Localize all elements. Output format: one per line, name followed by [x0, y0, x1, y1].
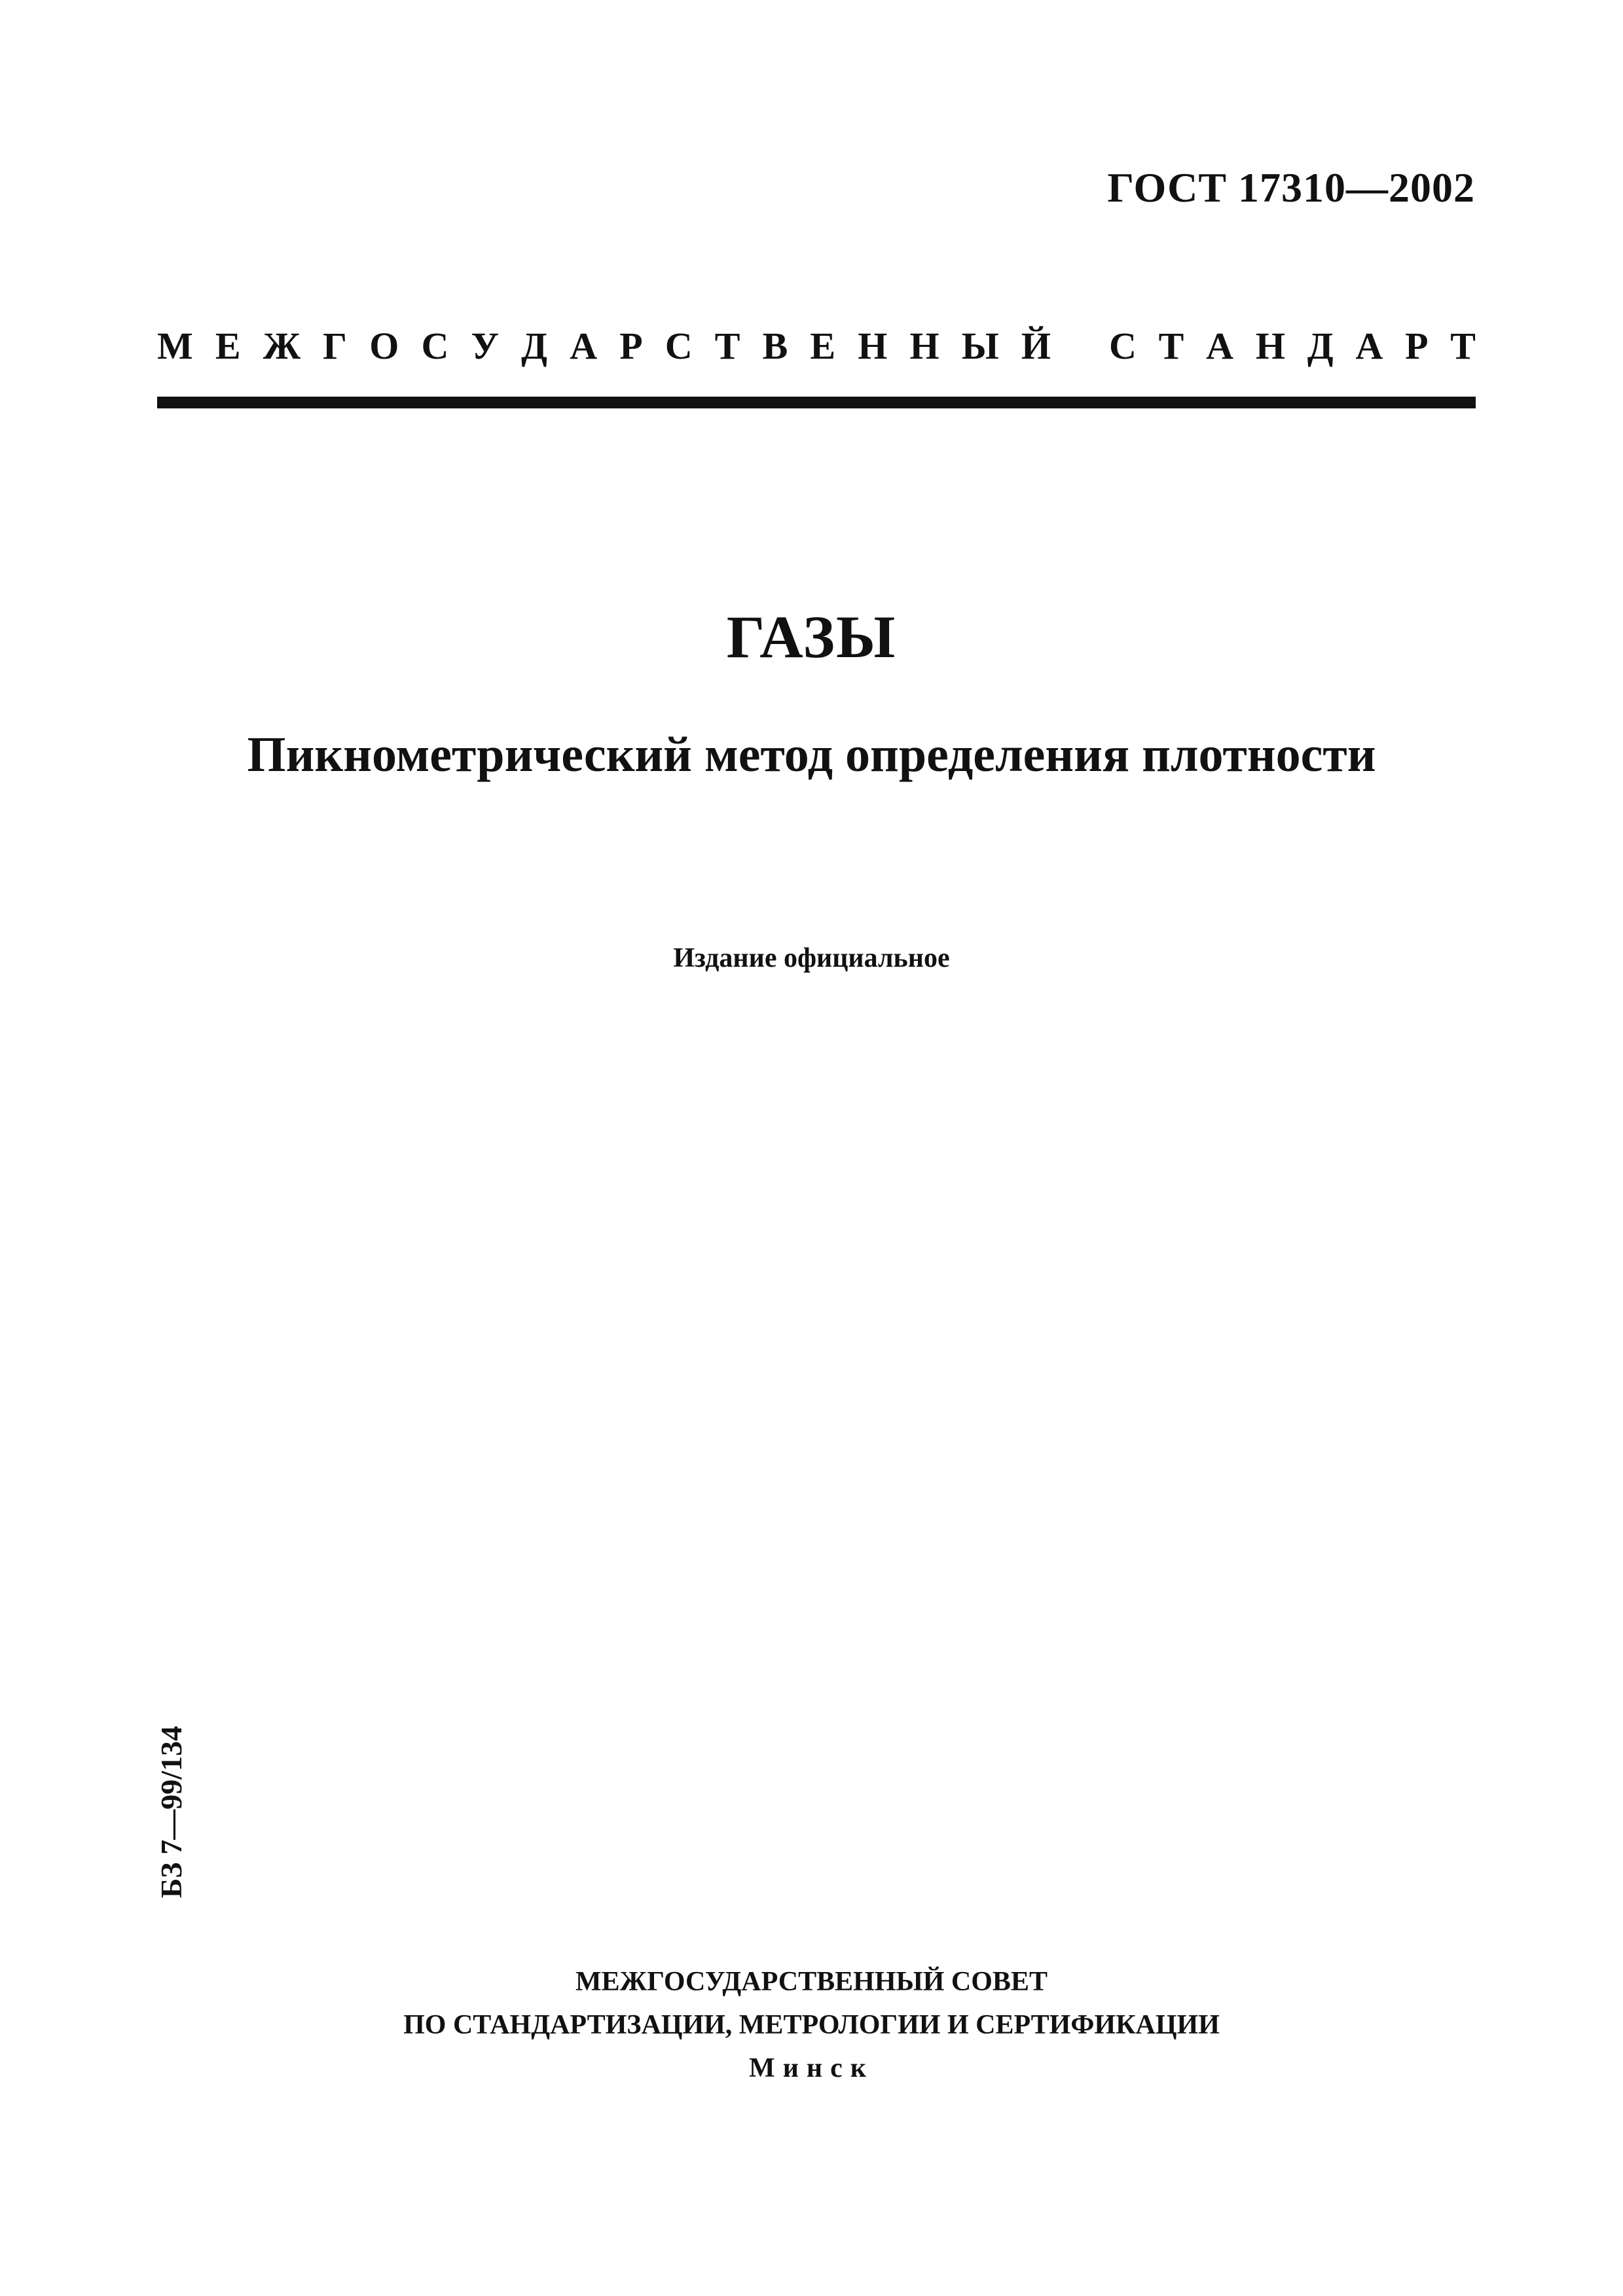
series-word-standard: [1109, 327, 1476, 365]
series-letter: А: [570, 325, 598, 367]
series-letter: Г: [323, 325, 348, 367]
series-letter: С: [1109, 325, 1137, 367]
series-letter: А: [1206, 325, 1234, 367]
series-letter: Е: [215, 325, 241, 367]
header-band: [157, 327, 1476, 408]
series-letter: Р: [619, 325, 643, 367]
series-letter: Т: [1158, 325, 1184, 367]
series-word-interstate: [157, 327, 1051, 365]
series-letter: Т: [1450, 325, 1476, 367]
series-letter: Д: [1307, 325, 1334, 367]
series-letter: Н: [1255, 325, 1285, 367]
series-letter: В: [762, 325, 788, 367]
series-letter: У: [471, 325, 500, 367]
document-subtitle: Пикнометрический метод определения плотности: [247, 727, 1376, 782]
series-letter: Ж: [263, 325, 301, 367]
series-letter: Т: [714, 325, 740, 367]
publisher-line-2: ПО СТАНДАРТИЗАЦИИ, МЕТРОЛОГИИ И СЕРТИФИКАЦИИ: [403, 2010, 1220, 2040]
publisher-city: Минск: [749, 2053, 874, 2083]
series-letter: Н: [858, 325, 888, 367]
series-letter: О: [369, 325, 399, 367]
series-letter: Д: [521, 325, 548, 367]
edition-note: Издание официальное: [673, 943, 950, 973]
series-letter: Й: [1021, 325, 1051, 367]
publisher-line-1: МЕЖГОСУДАРСТВЕННЫЙ СОВЕТ: [575, 1967, 1048, 1997]
series-letter: Р: [1405, 325, 1429, 367]
publisher-block: [0, 1960, 1623, 2090]
series-letter: М: [157, 325, 193, 367]
document-number: ГОСТ 17310—2002: [1107, 164, 1475, 211]
series-letter: Н: [909, 325, 939, 367]
series-letter: С: [421, 325, 449, 367]
series-letter: Ы: [961, 325, 999, 367]
series-title: [157, 327, 1476, 365]
header-rule: [157, 397, 1476, 408]
series-letter: С: [665, 325, 693, 367]
side-code: БЗ 7—99/134: [155, 1726, 188, 1898]
series-letter: А: [1355, 325, 1383, 367]
series-letter: Е: [810, 325, 836, 367]
document-title: ГАЗЫ: [726, 603, 897, 670]
